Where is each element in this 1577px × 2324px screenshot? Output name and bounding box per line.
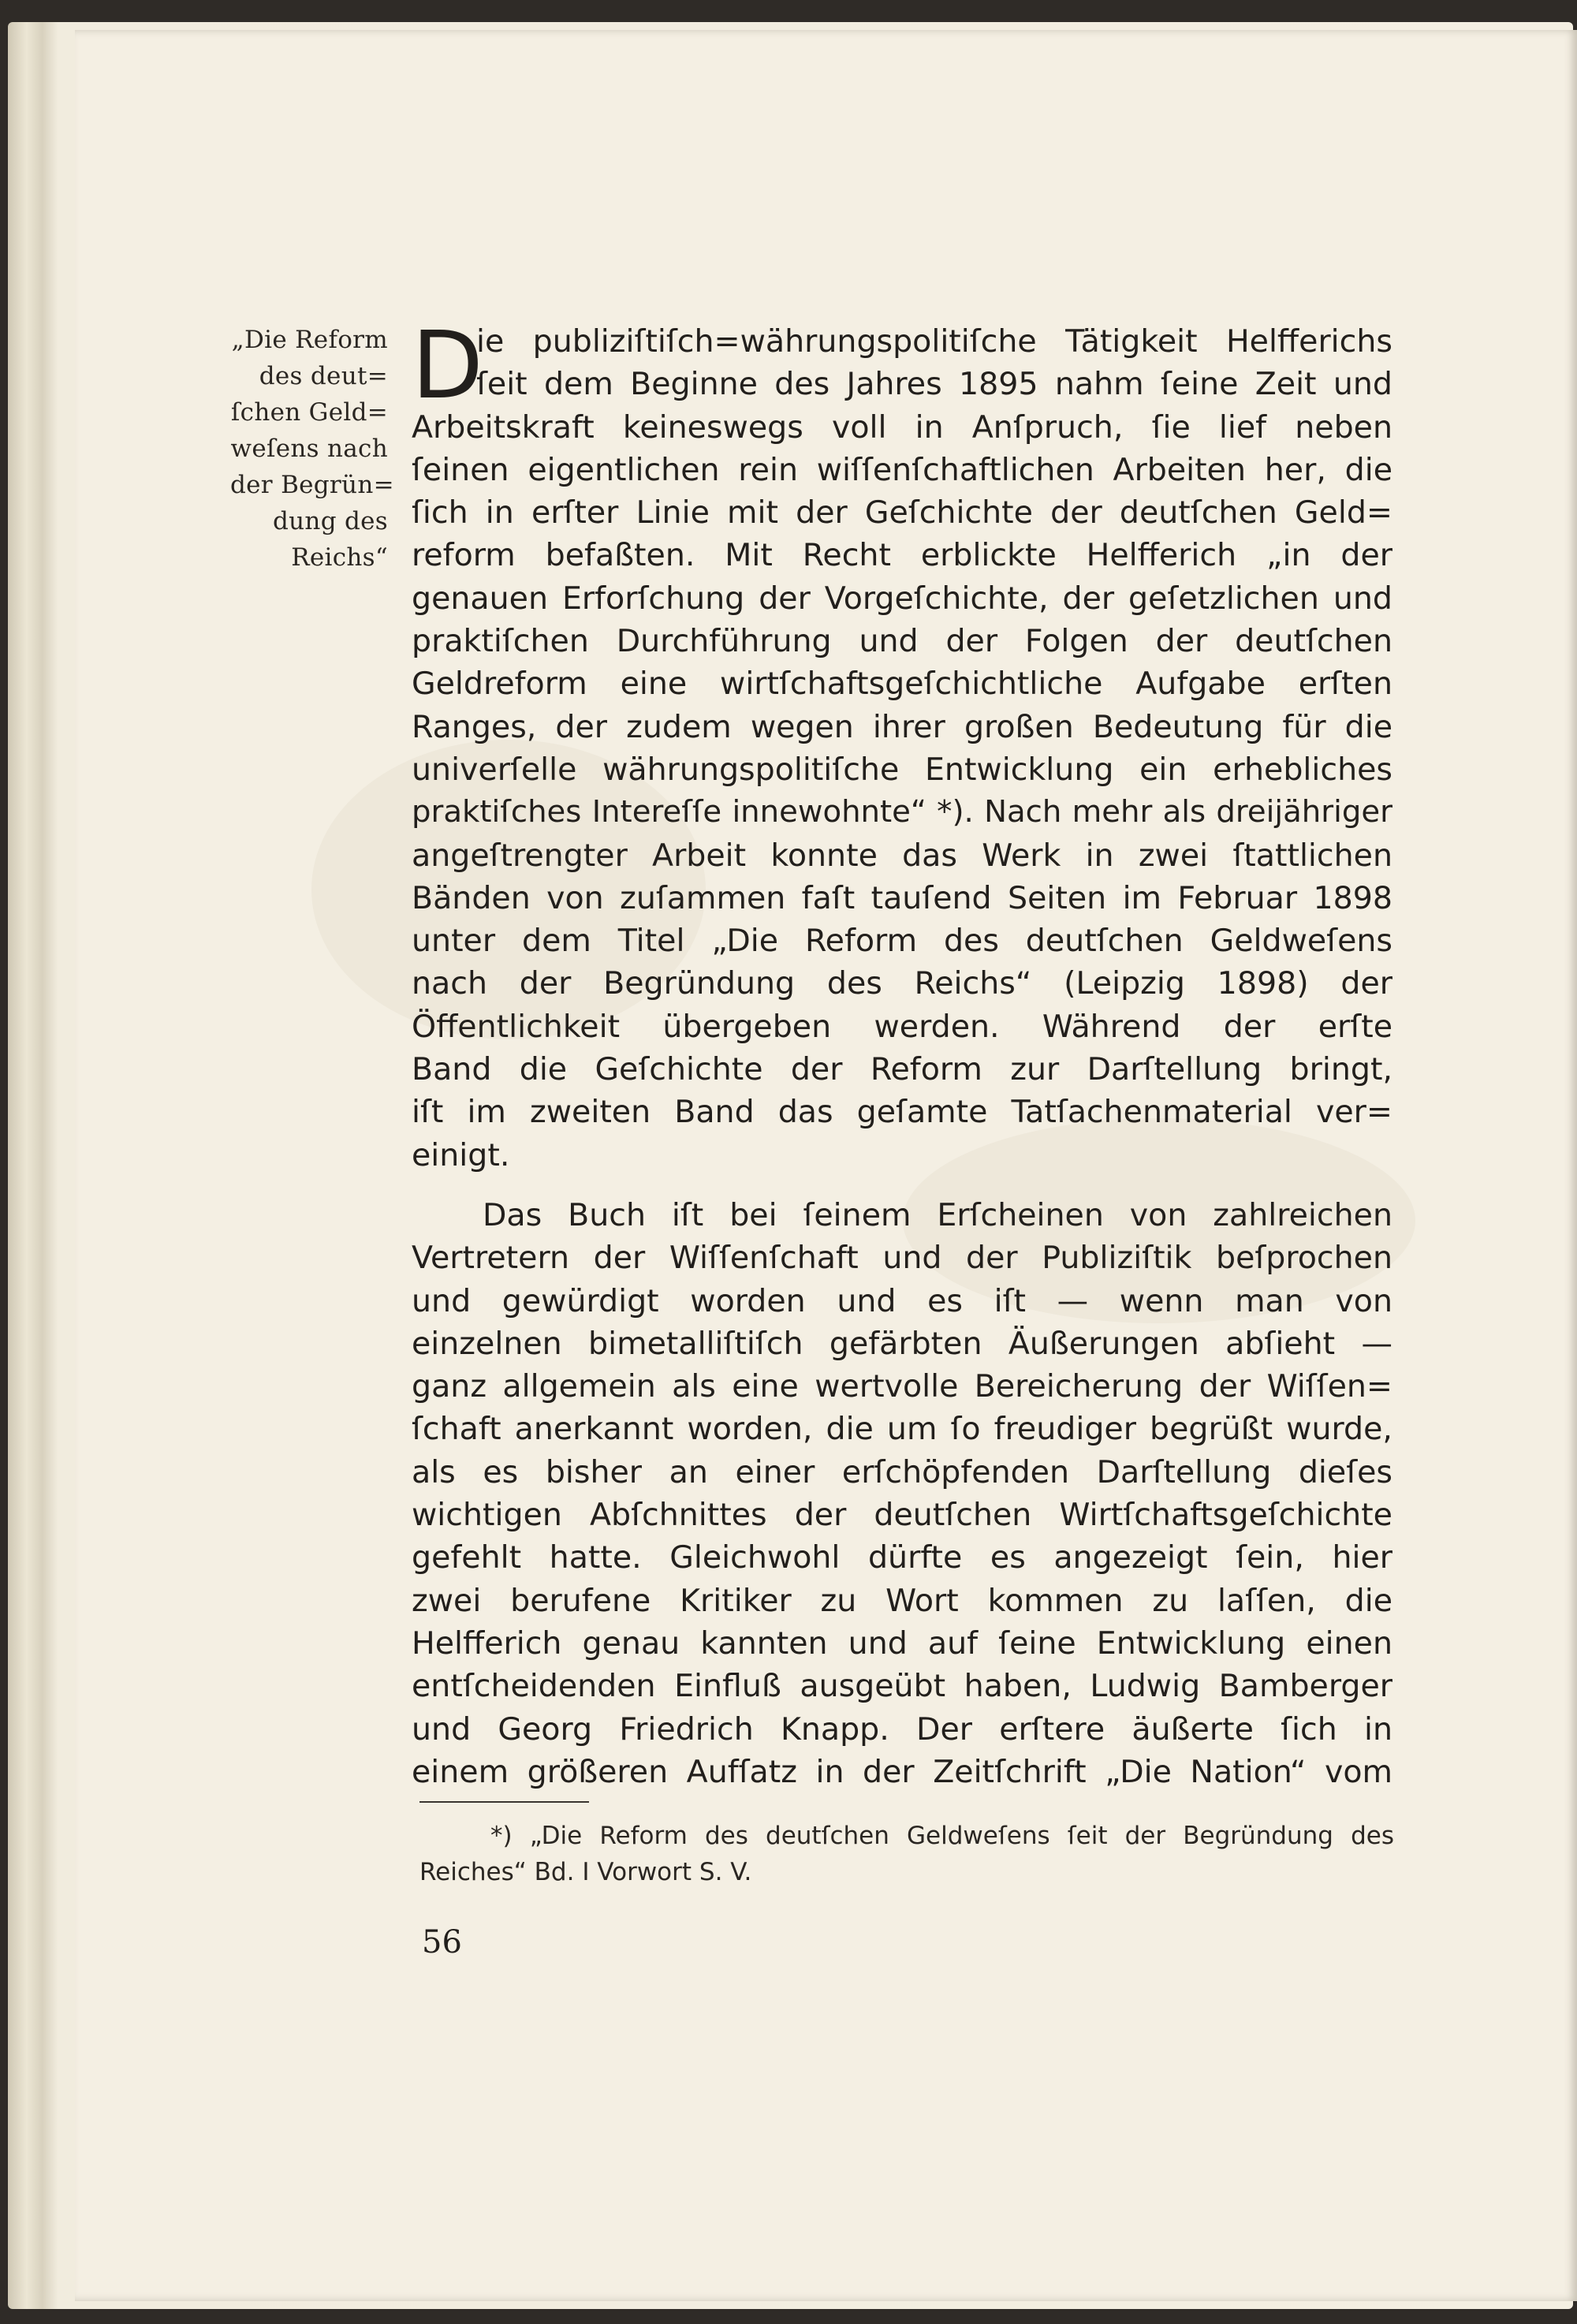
footnote-rule: [419, 1801, 589, 1803]
text-line: Ranges, der zudem wegen ihrer großen Bedeutung für die: [412, 708, 1392, 745]
text-line: gefehlt hatte. Gleichwohl dürfte es angezeigt ſein, hier: [412, 1539, 1392, 1576]
paragraph-2: [412, 1194, 1392, 1793]
text-line: ſeit dem Beginne des Jahres 1895 nahm ſeine Zeit und: [476, 366, 1392, 403]
text-line: reform befaßten. Mit Recht erblickte Helfferich „in der: [412, 537, 1392, 574]
marginal-line: des deut=: [259, 362, 388, 390]
text-line: ie publiziſtiſch=währungspolitiſche Tätigkeit Helfferichs: [476, 323, 1392, 360]
text-line: univerſelle währungspolitiſche Entwicklung ein erhebliches: [412, 751, 1392, 788]
text-line: iſt im zweiten Band das geſamte Tatſachenmaterial ver=: [412, 1094, 1392, 1131]
text-line: zwei berufene Kritiker zu Wort kommen zu laſſen, die: [412, 1582, 1392, 1619]
text-line: und gewürdigt worden und es iſt — wenn man von: [412, 1282, 1392, 1319]
text-line: ſchaft anerkannt worden, die um ſo freudiger begrüßt wurde,: [412, 1411, 1392, 1448]
text-line: genauen Erforſchung der Vorgeſchichte, der geſetzlichen und: [412, 580, 1392, 617]
text-line: als es bisher an einer erſchöpfenden Darſtellung dieſes: [412, 1453, 1392, 1490]
marginal-line: ſchen Geld=: [230, 398, 388, 427]
text-line: Geldreform eine wirtſchaftsgeſchichtliche Aufgabe erſten: [412, 666, 1392, 703]
text-line: nach der Begründung des Reichs“ (Leipzig 1898) der: [412, 965, 1392, 1002]
text-line: ſich in erſter Linie mit der Geſchichte der deutſchen Geld=: [412, 494, 1392, 532]
text-line: einzelnen bimetalliſtiſch gefärbten Äußerungen abſieht —: [412, 1325, 1392, 1362]
text-line: angeſtrengter Arbeit konnte das Werk in zwei ſtattlichen: [412, 837, 1392, 874]
text-line: ſeinen eigentlichen rein wiſſenſchaftlichen Arbeiten her, die: [412, 451, 1392, 488]
marginal-line: dung des: [273, 507, 388, 535]
footnote-line: Reiches“ Bd. I Vorwort S. V.: [419, 1858, 752, 1886]
text-line: praktiſches Intereſſe innewohnte“ *). Nach mehr als dreijähriger: [412, 794, 1392, 830]
text-line: Arbeitskraft keineswegs voll in Anſpruch, ſie lief neben: [412, 408, 1392, 446]
marginal-line: „Die Reform: [231, 326, 388, 354]
text-line: Das Buch iſt bei ſeinem Erſcheinen von zahlreichen: [483, 1196, 1392, 1233]
text-line: einem größeren Aufſatz in der Zeitſchrift „Die Nation“ vom: [412, 1753, 1392, 1790]
text-line: Helfferich genau kannten und auf ſeine Entwicklung einen: [412, 1625, 1392, 1662]
footnote: [419, 1818, 1394, 1890]
marginal-note: [230, 322, 394, 576]
text-line: praktiſchen Durchführung und der Folgen der deutſchen: [412, 623, 1392, 660]
text-line: unter dem Titel „Die Reform des deutſchen Geldweſens: [412, 923, 1392, 960]
footnote-line: *) „Die Reform des deutſchen Geldweſens ſeit der Begründung des: [490, 1822, 1394, 1850]
text-line: ganz allgemein als eine wertvolle Bereicherung der Wiſſen=: [412, 1368, 1392, 1405]
page-number: 56: [422, 1924, 462, 1960]
text-line: wichtigen Abſchnittes der deutſchen Wirtſchaftsgeſchichte: [412, 1497, 1392, 1534]
marginal-line: der Begrün=: [230, 471, 394, 499]
text-line: Bänden von zuſammen faſt tauſend Seiten im Februar 1898: [412, 879, 1392, 916]
text-line: entſcheidenden Einfluß ausgeübt haben, Ludwig Bamberger: [412, 1668, 1392, 1705]
body-text: [412, 311, 1392, 1793]
drop-cap: D: [412, 311, 483, 420]
text-line: Band die Geſchichte der Reform zur Darſtellung bringt,: [412, 1051, 1392, 1088]
text-line: Öffentlichkeit übergeben werden. Während der erſte: [412, 1008, 1392, 1045]
text-line: und Georg Friedrich Knapp. Der erſtere äußerte ſich in: [412, 1710, 1392, 1748]
marginal-line: Reichs“: [291, 543, 388, 572]
text-line: Vertretern der Wiſſenſchaft und der Publiziſtik beſprochen: [412, 1240, 1392, 1277]
marginal-line: weſens nach: [230, 435, 388, 463]
text-line: einigt.: [412, 1136, 510, 1173]
paragraph-1: [412, 311, 1392, 1177]
